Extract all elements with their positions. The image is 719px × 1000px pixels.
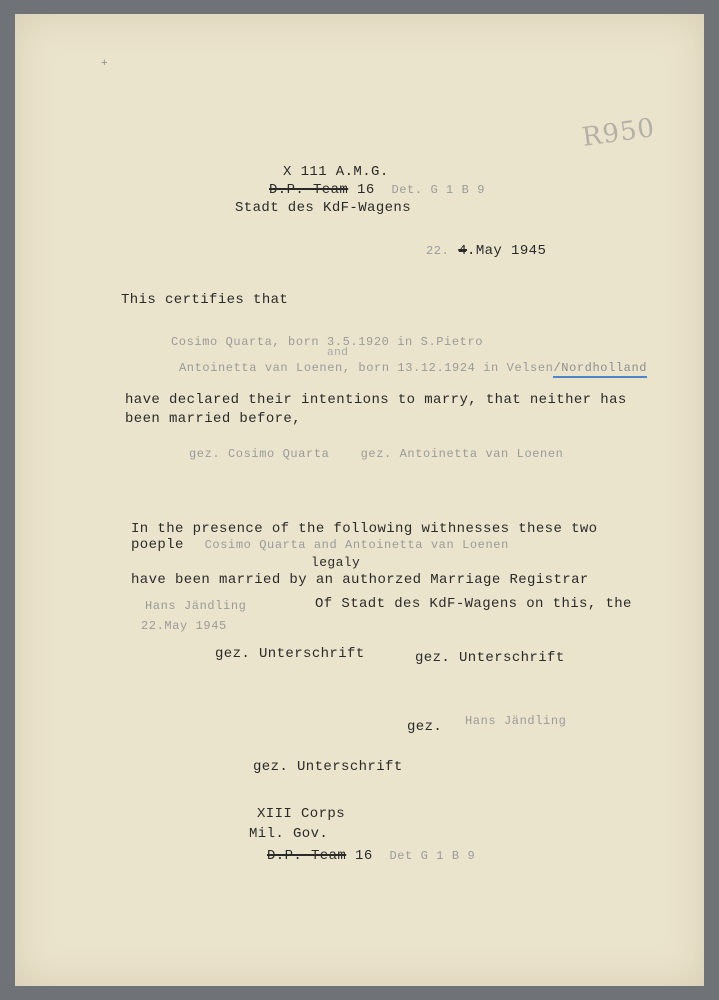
and-word: and: [327, 347, 349, 359]
date-rest: .May 1945: [467, 243, 547, 259]
registrar-stamp: Hans Jändling: [145, 599, 247, 613]
header-team-number: 16: [348, 182, 375, 198]
married-by-line: have been married by an authorzed Marriage Registrar: [131, 572, 589, 588]
header-line2: [269, 182, 485, 198]
header-det-stamp: Det. G 1 B 9: [391, 183, 486, 197]
signature-3-name: Hans Jändling: [465, 714, 567, 728]
footer-team-number: 16: [346, 848, 373, 864]
date-stamp: 22.May 1945: [141, 619, 227, 633]
certifies-line: This certifies that: [121, 292, 289, 308]
poeple-word: poeple: [131, 537, 184, 553]
signature-1: gez. Unterschrift: [215, 646, 365, 662]
footer-line1: XIII Corps: [257, 806, 346, 822]
date-day-stamp: 22.: [426, 244, 450, 258]
header-line3: Stadt des KdF-Wagens: [235, 200, 412, 216]
person2-region: /Nordholland: [553, 361, 647, 378]
footer-line2: Mil. Gov.: [249, 826, 329, 842]
signature-2: gez. Unterschrift: [415, 650, 565, 666]
footer-team-struck: D.P. Team: [267, 848, 347, 864]
of-stadt-line: Of Stadt des KdF-Wagens on this, the: [315, 596, 632, 612]
pencil-annotation: R950: [580, 113, 657, 153]
footer-line3: [267, 848, 475, 864]
presence-line: In the presence of the following withnesses these two: [131, 521, 598, 537]
date-struck-digit: 4: [458, 243, 468, 259]
person1-line: Cosimo Quarta, born 3.5.1920 in S.Pietro: [171, 335, 484, 349]
person2-line: [179, 360, 647, 376]
document-page: [15, 14, 704, 986]
declared-line1: have declared their intentions to marry, that neither has: [125, 392, 627, 408]
poeple-names: Cosimo Quarta and Antoinetta van Loenen: [204, 538, 509, 552]
signature-4: gez. Unterschrift: [253, 759, 403, 775]
person2-name: Antoinetta van Loenen, born 13.12.1924 in Velsen: [179, 361, 554, 375]
typed-signatures: gez. Cosimo Quarta gez. Antoinetta van Loenen: [189, 447, 564, 461]
legaly-insert: legaly: [311, 555, 361, 570]
signature-3-prefix: gez.: [407, 719, 443, 735]
poeple-line: [131, 537, 509, 553]
margin-mark: +: [101, 58, 109, 70]
declared-line2: been married before,: [125, 411, 302, 427]
header-line1: X 111 A.M.G.: [283, 164, 389, 180]
footer-det-stamp: Det G 1 B 9: [389, 849, 476, 863]
document-date: [426, 243, 546, 259]
header-team-struck: D.P. Team: [269, 182, 349, 198]
